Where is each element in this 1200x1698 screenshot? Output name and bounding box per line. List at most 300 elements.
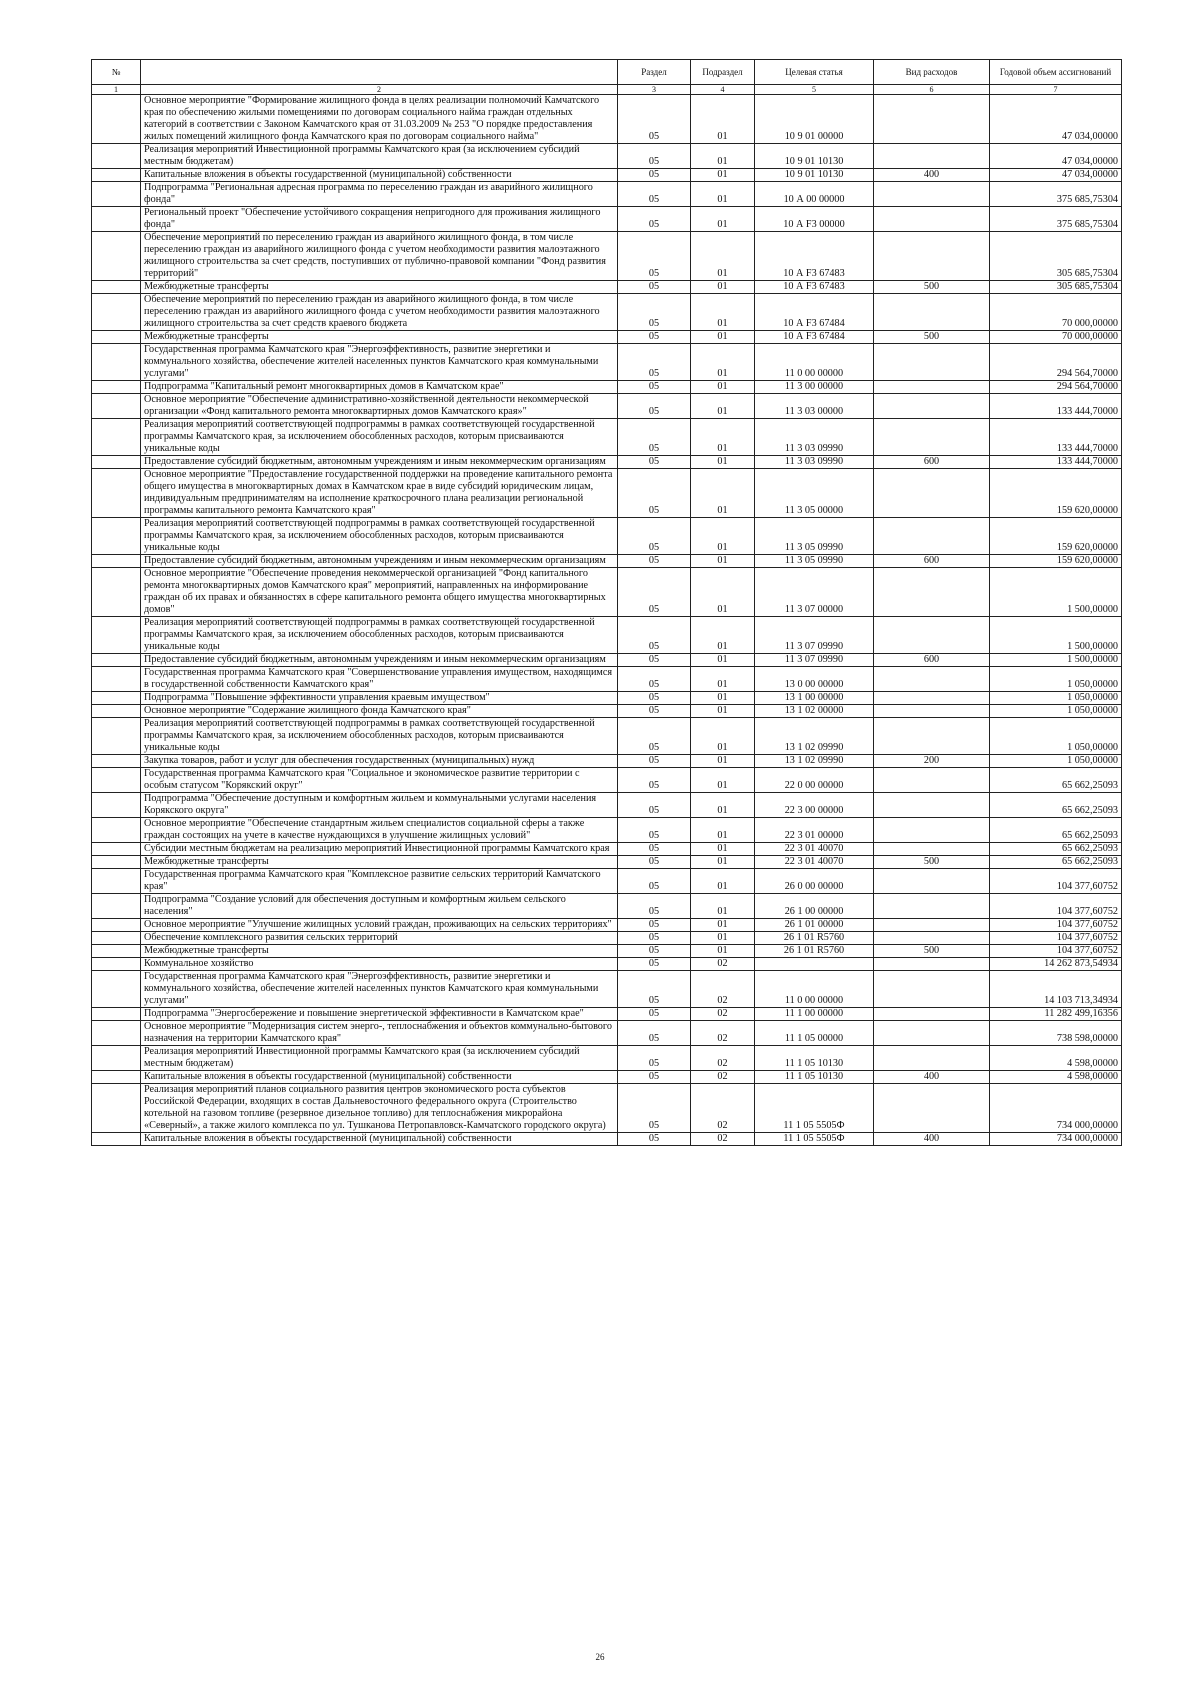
expense-type-cell: 500 [874,856,990,869]
table-row [92,144,1122,169]
amount-cell: 65 662,25093 [990,818,1122,843]
razdel-cell: 05 [618,144,691,169]
table-row [92,894,1122,919]
row-number-cell [92,932,141,945]
expense-type-cell: 500 [874,281,990,294]
table-row [92,1071,1122,1084]
row-number-cell [92,331,141,344]
target-article-cell: 11 1 05 10130 [755,1071,874,1084]
table-row [92,793,1122,818]
podrazdel-cell: 01 [691,843,755,856]
table-row [92,331,1122,344]
item-name-cell: Основное мероприятие "Предоставление государственной поддержки на проведение капитального ремонта общего имущества в многоквартирных домах в Камчатском крае в виде субсидий юридическим лицам, индивидуальным предпринимателям на исполнение краткосрочного плана реализации региональной программы капитального ремонта Камчатского края" [141,469,618,518]
table-row [92,768,1122,793]
item-name-cell: Подпрограмма "Региональная адресная программа по переселению граждан из аварийного жилищного фонда" [141,182,618,207]
table-row [92,169,1122,182]
item-name-cell: Реализация мероприятий соответствующей подпрограммы в рамках соответствующей государственной программы Камчатского края, за исключением обособленных расходов, которым присваиваются уникальные коды [141,617,618,654]
table-row [92,394,1122,419]
target-article-cell: 26 0 00 00000 [755,869,874,894]
row-number-cell [92,1046,141,1071]
table-body [92,95,1122,1146]
row-number-cell [92,169,141,182]
amount-cell: 104 377,60752 [990,919,1122,932]
expense-type-cell: 500 [874,945,990,958]
item-name-cell: Подпрограмма "Создание условий для обеспечения доступным и комфортным жильем сельского населения" [141,894,618,919]
row-number-cell [92,469,141,518]
table-row [92,95,1122,144]
target-article-cell: 11 1 00 00000 [755,1008,874,1021]
table-row [92,1008,1122,1021]
podrazdel-cell: 01 [691,692,755,705]
table-row [92,555,1122,568]
table-row [92,654,1122,667]
amount-cell: 1 500,00000 [990,654,1122,667]
item-name-cell: Подпрограмма "Обеспечение доступным и комфортным жильем и коммунальными услугами населения Корякского округа" [141,793,618,818]
razdel-cell: 05 [618,207,691,232]
amount-cell: 14 103 713,34934 [990,971,1122,1008]
expense-type-cell [874,1084,990,1133]
table-row [92,381,1122,394]
podrazdel-cell: 01 [691,294,755,331]
podrazdel-cell: 01 [691,617,755,654]
target-article-cell: 13 1 02 09990 [755,755,874,768]
row-number-cell [92,555,141,568]
target-article-cell: 11 3 07 00000 [755,568,874,617]
item-name-cell: Реализация мероприятий соответствующей подпрограммы в рамках соответствующей государственной программы Камчатского края, за исключением обособленных расходов, которым присваиваются уникальные коды [141,718,618,755]
row-number-cell [92,692,141,705]
razdel-cell: 05 [618,281,691,294]
razdel-cell: 05 [618,95,691,144]
column-number: 7 [990,85,1122,95]
amount-cell: 11 282 499,16356 [990,1008,1122,1021]
expense-type-cell [874,144,990,169]
target-article-cell: 10 9 01 10130 [755,169,874,182]
item-name-cell: Подпрограмма "Повышение эффективности управления краевым имуществом" [141,692,618,705]
table-row [92,856,1122,869]
item-name-cell: Основное мероприятие "Обеспечение стандартным жильем специалистов социальной сферы а также граждан состоящих на учете в качестве нуждающихся в улучшение жилищных условий" [141,818,618,843]
item-name-cell: Предоставление субсидий бюджетным, автономным учреждениям и иным некоммерческим организациям [141,654,618,667]
expense-type-cell: 600 [874,555,990,568]
target-article-cell: 22 0 00 00000 [755,768,874,793]
amount-cell: 65 662,25093 [990,793,1122,818]
expense-type-cell [874,667,990,692]
amount-cell: 159 620,00000 [990,469,1122,518]
amount-cell: 1 050,00000 [990,718,1122,755]
amount-cell: 375 685,75304 [990,182,1122,207]
row-number-cell [92,667,141,692]
row-number-cell [92,617,141,654]
razdel-cell: 05 [618,169,691,182]
target-article-cell: 10 А F3 67483 [755,281,874,294]
expense-type-cell [874,818,990,843]
expense-type-cell [874,1021,990,1046]
podrazdel-cell: 01 [691,654,755,667]
razdel-cell: 05 [618,869,691,894]
target-article-cell: 11 3 05 09990 [755,555,874,568]
item-name-cell: Государственная программа Камчатского края "Энергоэффективность, развитие энергетики и коммунального хозяйства, обеспечение жителей населенных пунктов Камчатского края коммунальными услугами" [141,344,618,381]
row-number-cell [92,843,141,856]
target-article-cell: 10 А F3 67483 [755,232,874,281]
expense-type-cell [874,718,990,755]
expense-type-cell [874,469,990,518]
podrazdel-cell: 01 [691,856,755,869]
razdel-cell: 05 [618,617,691,654]
expense-type-cell [874,419,990,456]
row-number-cell [92,232,141,281]
item-name-cell: Обеспечение мероприятий по переселению граждан из аварийного жилищного фонда, в том числе переселению граждан из аварийного жилищного фонда с учетом необходимости развития малоэтажного жилищного строительства за счет средств краевого бюджета [141,294,618,331]
item-name-cell: Реализация мероприятий планов социального развития центров экономического роста субъектов Российской Федерации, входящих в состав Дальневосточного федерального округа (Строительство котельной на газовом топливе (резервное дизельное топливо) для теплоснабжения микрорайона «Северный», а также жилого комплекса по ул. Тушканова Петропавловск-Камчатского городского округа) [141,1084,618,1133]
target-article-cell: 11 3 03 09990 [755,456,874,469]
item-name-cell: Реализация мероприятий соответствующей подпрограммы в рамках соответствующей государственной программы Камчатского края, за исключением обособленных расходов, которым присваиваются уникальные коды [141,419,618,456]
amount-cell: 159 620,00000 [990,518,1122,555]
table-row [92,718,1122,755]
table-row [92,469,1122,518]
target-article-cell: 11 1 05 5505Ф [755,1133,874,1146]
table-row [92,281,1122,294]
target-article-cell: 10 А F3 67484 [755,331,874,344]
expense-type-cell [874,843,990,856]
row-number-cell [92,344,141,381]
expense-type-cell [874,971,990,1008]
razdel-cell: 05 [618,344,691,381]
row-number-cell [92,294,141,331]
razdel-cell: 05 [618,945,691,958]
razdel-cell: 05 [618,518,691,555]
expense-type-cell: 600 [874,456,990,469]
header-razdel: Раздел [618,60,691,85]
amount-cell: 1 050,00000 [990,692,1122,705]
header-target-article: Целевая статья [755,60,874,85]
amount-cell: 305 685,75304 [990,281,1122,294]
amount-cell: 4 598,00000 [990,1046,1122,1071]
amount-cell: 47 034,00000 [990,144,1122,169]
target-article-cell: 22 3 01 40070 [755,843,874,856]
target-article-cell: 13 0 00 00000 [755,667,874,692]
amount-cell: 70 000,00000 [990,331,1122,344]
row-number-cell [92,568,141,617]
expense-type-cell [874,95,990,144]
expense-type-cell [874,182,990,207]
item-name-cell: Обеспечение комплексного развития сельских территорий [141,932,618,945]
amount-cell: 65 662,25093 [990,843,1122,856]
razdel-cell: 05 [618,469,691,518]
header-name [141,60,618,85]
item-name-cell: Предоставление субсидий бюджетным, автономным учреждениям и иным некоммерческим организациям [141,555,618,568]
row-number-cell [92,1021,141,1046]
target-article-cell: 11 0 00 00000 [755,971,874,1008]
table-row [92,207,1122,232]
podrazdel-cell: 01 [691,768,755,793]
item-name-cell: Основное мероприятие "Обеспечение административно-хозяйственной деятельности некоммерческой организации «Фонд капитального ремонта многоквартирных домов Камчатского края»" [141,394,618,419]
podrazdel-cell: 01 [691,381,755,394]
expense-type-cell [874,692,990,705]
table-row [92,1046,1122,1071]
table-row [92,617,1122,654]
podrazdel-cell: 01 [691,818,755,843]
table-row [92,419,1122,456]
podrazdel-cell: 01 [691,144,755,169]
row-number-cell [92,518,141,555]
row-number-cell [92,182,141,207]
podrazdel-cell: 01 [691,419,755,456]
amount-cell: 734 000,00000 [990,1084,1122,1133]
row-number-cell [92,281,141,294]
budget-table-sheet [91,59,1121,1146]
item-name-cell: Межбюджетные трансферты [141,331,618,344]
razdel-cell: 05 [618,294,691,331]
amount-cell: 133 444,70000 [990,394,1122,419]
row-number-cell [92,958,141,971]
podrazdel-cell: 01 [691,469,755,518]
podrazdel-cell: 01 [691,169,755,182]
target-article-cell: 13 1 00 00000 [755,692,874,705]
item-name-cell: Субсидии местным бюджетам на реализацию мероприятий Инвестиционной программы Камчатского края [141,843,618,856]
item-name-cell: Предоставление субсидий бюджетным, автономным учреждениям и иным некоммерческим организациям [141,456,618,469]
column-number: 4 [691,85,755,95]
item-name-cell: Государственная программа Камчатского края "Совершенствование управления имуществом, находящимся в государственной собственности Камчатского края" [141,667,618,692]
podrazdel-cell: 01 [691,518,755,555]
table-row [92,971,1122,1008]
podrazdel-cell: 01 [691,945,755,958]
podrazdel-cell: 01 [691,394,755,419]
row-number-cell [92,793,141,818]
podrazdel-cell: 02 [691,1071,755,1084]
razdel-cell: 05 [618,568,691,617]
podrazdel-cell: 01 [691,755,755,768]
target-article-cell: 11 1 05 10130 [755,1046,874,1071]
razdel-cell: 05 [618,843,691,856]
row-number-cell [92,971,141,1008]
item-name-cell: Коммунальное хозяйство [141,958,618,971]
target-article-cell: 11 3 05 09990 [755,518,874,555]
razdel-cell: 05 [618,1046,691,1071]
amount-cell: 294 564,70000 [990,344,1122,381]
razdel-cell: 05 [618,932,691,945]
podrazdel-cell: 01 [691,894,755,919]
amount-cell: 1 050,00000 [990,705,1122,718]
razdel-cell: 05 [618,894,691,919]
item-name-cell: Реализация мероприятий Инвестиционной программы Камчатского края (за исключением субсидий местным бюджетам) [141,144,618,169]
header-annual-amount: Годовой объем ассигнований [990,60,1122,85]
row-number-cell [92,818,141,843]
podrazdel-cell: 02 [691,1008,755,1021]
razdel-cell: 05 [618,182,691,207]
row-number-cell [92,919,141,932]
header-expense-type: Вид расходов [874,60,990,85]
podrazdel-cell: 02 [691,958,755,971]
expense-type-cell [874,705,990,718]
expense-type-cell [874,869,990,894]
target-article-cell: 11 3 07 09990 [755,617,874,654]
expense-type-cell [874,894,990,919]
target-article-cell: 10 9 01 00000 [755,95,874,144]
table-row [92,843,1122,856]
podrazdel-cell: 02 [691,1133,755,1146]
expense-type-cell: 200 [874,755,990,768]
row-number-cell [92,1071,141,1084]
target-article-cell: 11 3 00 00000 [755,381,874,394]
amount-cell: 375 685,75304 [990,207,1122,232]
amount-cell: 734 000,00000 [990,1133,1122,1146]
amount-cell: 104 377,60752 [990,945,1122,958]
target-article-cell: 26 1 01 R5760 [755,945,874,958]
target-article-cell: 10 9 01 10130 [755,144,874,169]
target-article-cell: 10 А F3 00000 [755,207,874,232]
razdel-cell: 05 [618,381,691,394]
item-name-cell: Подпрограмма "Энергосбережение и повышение энергетической эффективности в Камчатском крае" [141,1008,618,1021]
podrazdel-cell: 02 [691,971,755,1008]
expense-type-cell [874,958,990,971]
column-number: 1 [92,85,141,95]
row-number-cell [92,95,141,144]
amount-cell: 159 620,00000 [990,555,1122,568]
podrazdel-cell: 01 [691,718,755,755]
razdel-cell: 05 [618,768,691,793]
item-name-cell: Государственная программа Камчатского края "Комплексное развитие сельских территорий Камчатского края" [141,869,618,894]
table-row [92,945,1122,958]
podrazdel-cell: 01 [691,667,755,692]
razdel-cell: 05 [618,1008,691,1021]
razdel-cell: 05 [618,1071,691,1084]
column-number: 6 [874,85,990,95]
podrazdel-cell: 01 [691,344,755,381]
razdel-cell: 05 [618,705,691,718]
target-article-cell: 11 3 05 00000 [755,469,874,518]
table-row [92,919,1122,932]
podrazdel-cell: 01 [691,281,755,294]
podrazdel-cell: 01 [691,331,755,344]
podrazdel-cell: 01 [691,182,755,207]
podrazdel-cell: 01 [691,456,755,469]
table-column-numbers-row [92,85,1122,95]
expense-type-cell [874,381,990,394]
row-number-cell [92,207,141,232]
item-name-cell: Межбюджетные трансферты [141,856,618,869]
item-name-cell: Региональный проект "Обеспечение устойчивого сокращения непригодного для проживания жилищного фонда" [141,207,618,232]
expense-type-cell: 400 [874,1133,990,1146]
target-article-cell: 11 1 05 5505Ф [755,1084,874,1133]
row-number-cell [92,718,141,755]
amount-cell: 1 050,00000 [990,667,1122,692]
row-number-cell [92,1008,141,1021]
razdel-cell: 05 [618,718,691,755]
item-name-cell: Закупка товаров, работ и услуг для обеспечения государственных (муниципальных) нужд [141,755,618,768]
razdel-cell: 05 [618,1084,691,1133]
razdel-cell: 05 [618,919,691,932]
budget-allocation-table [91,59,1122,1146]
expense-type-cell [874,344,990,381]
amount-cell: 47 034,00000 [990,169,1122,182]
amount-cell: 104 377,60752 [990,894,1122,919]
expense-type-cell [874,518,990,555]
table-row [92,818,1122,843]
table-row [92,518,1122,555]
razdel-cell: 05 [618,232,691,281]
target-article-cell: 13 1 02 09990 [755,718,874,755]
item-name-cell: Основное мероприятие "Содержание жилищного фонда Камчатского края" [141,705,618,718]
target-article-cell [755,958,874,971]
table-row [92,1021,1122,1046]
expense-type-cell: 600 [874,654,990,667]
target-article-cell: 10 А F3 67484 [755,294,874,331]
item-name-cell: Государственная программа Камчатского края "Социальное и экономическое развитие территории с особым статусом "Корякский округ" [141,768,618,793]
item-name-cell: Реализация мероприятий соответствующей подпрограммы в рамках соответствующей государственной программы Камчатского края, за исключением обособленных расходов, которым присваиваются уникальные коды [141,518,618,555]
amount-cell: 14 262 873,54934 [990,958,1122,971]
razdel-cell: 05 [618,667,691,692]
razdel-cell: 05 [618,654,691,667]
target-article-cell: 11 1 05 00000 [755,1021,874,1046]
row-number-cell [92,144,141,169]
row-number-cell [92,705,141,718]
table-row [92,568,1122,617]
amount-cell: 65 662,25093 [990,856,1122,869]
razdel-cell: 05 [618,958,691,971]
amount-cell: 65 662,25093 [990,768,1122,793]
item-name-cell: Межбюджетные трансферты [141,945,618,958]
item-name-cell: Государственная программа Камчатского края "Энергоэффективность, развитие энергетики и коммунального хозяйства, обеспечение жителей населенных пунктов Камчатского края коммунальными услугами" [141,971,618,1008]
target-article-cell: 22 3 01 40070 [755,856,874,869]
expense-type-cell: 400 [874,169,990,182]
podrazdel-cell: 01 [691,932,755,945]
razdel-cell: 05 [618,971,691,1008]
item-name-cell: Основное мероприятие "Формирование жилищного фонда в целях реализации полномочий Камчатского края по обеспечению жилыми помещениями по договорам социального найма граждан отдельных категорий в соответствии с Законом Камчатского края от 31.03.2009 № 253 "О порядке предоставления жилых помещений жилищного фонда Камчатского края по договорам социального найма" [141,95,618,144]
item-name-cell: Обеспечение мероприятий по переселению граждан из аварийного жилищного фонда, в том числе переселению граждан из аварийного жилищного фонда с учетом необходимости развития малоэтажного жилищного строительства за счет средств, поступивших от публично-правовой компании "Фонд развития территорий" [141,232,618,281]
podrazdel-cell: 01 [691,869,755,894]
amount-cell: 1 500,00000 [990,617,1122,654]
amount-cell: 1 500,00000 [990,568,1122,617]
target-article-cell: 11 3 07 09990 [755,654,874,667]
target-article-cell: 26 1 01 R5760 [755,932,874,945]
header-podrazdel: Подраздел [691,60,755,85]
target-article-cell: 11 0 00 00000 [755,344,874,381]
table-row [92,705,1122,718]
amount-cell: 133 444,70000 [990,419,1122,456]
expense-type-cell [874,568,990,617]
table-header-row [92,60,1122,85]
amount-cell: 70 000,00000 [990,294,1122,331]
amount-cell: 4 598,00000 [990,1071,1122,1084]
razdel-cell: 05 [618,456,691,469]
amount-cell: 133 444,70000 [990,456,1122,469]
row-number-cell [92,1133,141,1146]
row-number-cell [92,654,141,667]
razdel-cell: 05 [618,755,691,768]
podrazdel-cell: 01 [691,793,755,818]
row-number-cell [92,394,141,419]
expense-type-cell [874,617,990,654]
table-row [92,1084,1122,1133]
row-number-cell [92,894,141,919]
podrazdel-cell: 01 [691,95,755,144]
expense-type-cell [874,207,990,232]
razdel-cell: 05 [618,419,691,456]
razdel-cell: 05 [618,818,691,843]
amount-cell: 104 377,60752 [990,869,1122,894]
target-article-cell: 13 1 02 00000 [755,705,874,718]
table-row [92,182,1122,207]
amount-cell: 294 564,70000 [990,381,1122,394]
razdel-cell: 05 [618,793,691,818]
expense-type-cell [874,232,990,281]
expense-type-cell [874,294,990,331]
table-row [92,692,1122,705]
table-row [92,667,1122,692]
row-number-cell [92,869,141,894]
amount-cell: 1 050,00000 [990,755,1122,768]
podrazdel-cell: 01 [691,919,755,932]
razdel-cell: 05 [618,331,691,344]
amount-cell: 305 685,75304 [990,232,1122,281]
